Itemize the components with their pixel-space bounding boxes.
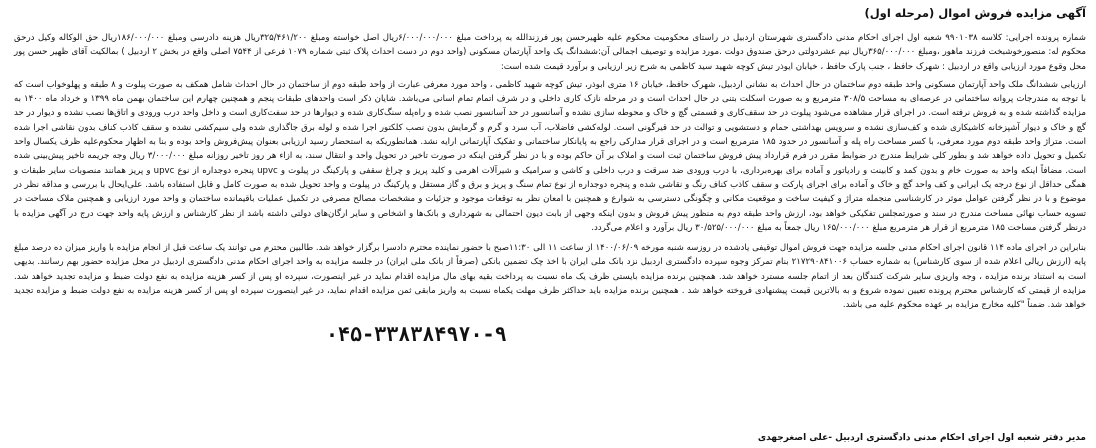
contact-phone: ۰۴۵-۳۳۸۳۸۴۹۷۰-۹: [326, 321, 507, 346]
property-appraisal-paragraph: ارزیابی ششدانگ ملک واحد آپارتمان مسکونی واحد طبقه دوم ساختمان در حال احداث به نشانی اردبیل، شهرک حافظ، خیابان ۱۶ متری ابوذر، تیش کوچه شهید کاظمی ، واحد مورد معرفی عبارت از واحد طبقه دوم از ساختمان در حال احداث شامل همکف به صورت پیلوت و ۸ طبقه و پهلوخواب است که با توجه به مندرجات پروانه ساختمانی در عرصه‌ای به مساحت ۳۰۸/۵ مترمربع و به صورت اسکلت بتنی در حال احداث است و در مرحله نازک کاری داخلی و در شرف اتمام تمام اسانی می‌باشد. شایان ذکر است واحدهای طبقات پنجم و همچنین چهارم این ساختمان بهمن ماه ۱۳۹۹ و خرداد ماه ۱۴۰۰ به مزایده گذاشته شده و به فروش نرفته است. در اجرای قرار مشاهده می‌شود پیلوت در حد سقف‌کاری و قسمتی گچ و خاک و محوطه سازی نشده و آسانسور در حد آسانسور نصب شده و راه‌پله سنگ‌کاری شده و دیوارها در حد سفت‌کاری است و داخل واحد درب ورودی و اتاق‌ها نصب نشده و دیوار در حد گچ و خاک و دیوار آشپزخانه کاشیکاری شده و کف‌سازی نشده و سرویس بهداشتی حمام و دستشویی و توالت در حد قیرگونی است. لوله‌کشی فاضلاب، آب سرد و گرم و گرمایش بدون نصب کلکتور اجرا شده و لوله برق جاگذاری شده ولی سیم‌کشی نشده و سقف کاذب کناف بدون نقاشی اجرا شده است. متراژ واحد طبقه دوم مورد معرفی، با کسر مساحت راه پله و آسانسور در حدود ۱۸۵ مترمربع است و در اجرای قرار مدارکی راجع به پایانکار ساختمانی و تفکیک آپارتمانی ارایه نشد. همانطوریکه به استحضار رسید ارزیابی بعنوان پیش‌فروش واحد بوده و بنا به اظهار محکوم‌علیه ظرف یکسال واحد تکمیل و تحویل داده خواهد شد و بطور کلی شرایط مندرج در ضوابط مقرر در فرم قرارداد پیش فروش ساختمان ثبت است و املاک بر آن حاکم بوده و با در نظر گرفتن اینکه در صورت تاخیر در تحویل واحد و انتقال سند، به ازاء هر روز تاخیر روزانه مبلغ ۳/۰۰۰/۰۰۰ ریال وجه جریمه تاخیر پیش‌بینی شده است. مضافاً اینکه واحد به صورت خام و بدون کمد و کابینت و رادیاتور و آماده برای بهره‌برداری، با درب ورودی ضد سرقت و درب داخلی و کاشی و سرامیک و شیرآلات اهرمی و کلید پریز و چراغ سقفی و پارکینگ در پیلوت و upvc پنجره دوجداره از نوع upvc و پریز همانند منصوبات سایر طبقات و همگی حداقل از نوع درجه یک ایرانی و کف واحد گچ و خاک و آماده برای اجرای پارکت و سقف کاذب کناف رنگ و نقاشی شده و پنجره دوجداره از نوع تمام سنگ و پریز و برق و گاز مستقل و پارکینگ در پیلوت و واحد تحویل شده به صورت کامل و قابل استفاده باشد. علی‌ایحال با بررسی و مداقه نظر در موضوع و با در نظر گرفتن عوامل موثر در کارشناسی منجمله متراژ و کیفیت ساخت و موقعیت مکانی و چگونگی دسترسی به شوارع و همچنین با امعان نظر به توقعات موجود و جزئیات و مشخصات مصالح مصرفی در تکمیل عملیات باقیمانده ساختمان و واحد مورد ارزیابی و همچنین ملاک مساحت در تسویه حساب نهائی مساحت مندرج در سند و صورتمجلس تفکیکی خواهد بود، ارزش واحد طبقه دوم به منظور پیش فروش و بدون اینکه وجهی از بابت دیون احتمالی به شهرداری و بانک‌ها و اشخاص و سایر ارگان‌های دولتی داشته باشد از نظر کارشناس و ارزش پایه واحد جهت درج در آگهی مزایده با درنظر گرفتن مساحت ۱۸۵ مترمربع از قرار هر مترمربع مبلغ ۱۶۵/۰۰۰/۰۰۰ ریال جمعاً به مبلغ ۳۰/۵۲۵/۰۰۰/۰۰۰ ریال برآورد و اعلام می‌گردد.: [14, 79, 1087, 233]
notice-title: آگهی مزایده فروش اموال (مرحله اول): [864, 6, 1086, 20]
signature-line: مدیر دفتر شعبه اول اجرای احکام مدنی دادگستری اردبیل -علی اصغرجهدی: [757, 433, 1086, 443]
case-intro-paragraph: شماره پرونده اجرایی: کلاسه ۹۹۰۱۰۳۸ شعبه اول اجرای احکام مدنی دادگستری شهرستان اردبیل در راستای محکومیت محکوم علیه ظهیرحسن پور فرزندالله به پرداخت مبلغ ۶/۰۰۰/۰۰۰/۰۰۰ریال اصل خواسته ومبلغ ۳۲۵/۴۶۱/۲۰۰ریال هزینه دادرسی ومبلغ ۱۸۶/۰۰۰/۰۰۰ریال حق الوکاله وکیل درحق محکوم له: منصورخوشبخت فرزند ماهور ،ومبلغ ۳۶۵/۰۰۰/۰۰۰ریال نیم عشردولتی درحق صندوق دولت .مورد مزایده و توصیف اجمالی آن:ششدانگ یک واحد آپارتمان مسکونی (واحد دوم در دست احداث پلاک ثبتی شماره ۱۰۷۹ فرعی از ۷۵۴۴ اصلی واقع در بخش ۲ اردبیل ) بمالکیت آقای ظهیر حسن پور محل وقوع مورد ارزیابی واقع در اردبیل : شهرک حافظ ، جنب پارک حافظ ، خیابان ایوذر تیش کوچه شهید سید کاظمی به شرح زیر ارزیابی و برآورد قیمت شده است:: [14, 33, 1087, 72]
auction-terms-paragraph: بنابراین در اجرای ماده ۱۱۴ قانون اجرای احکام مدنی جلسه مزایده جهت فروش اموال توقیفی یادشده در روزسه شنبه مورخه ۱۴۰۰/۰۶/۰۹ از ساعت ۱۱ الی ۱۱:۳۰صبح با حضور نماینده محترم دادسرا برگزار خواهد شد. طالبین محترم می توانند یک ساعت قبل از انجام مزایده با واریز میزان ده درصد مبلغ پایه (ارزش ریالی اعلام شده از سوی کارشناس) به شماره حساب ۲۱۷۲۹۰۸۴۱۰۰۶ بنام تمرکز وجوه سپرده دادگستری اردبیل نزد بانک ملی ایران با اخذ چک تضمین بانکی (صرفاً از بانک ملی ایران) در جلسه مزایده به واحد اجرای احکام مدنی دادگستری اردبیل در محل مزایده حضور بهم رسانند. بدیهی است به استناد برنده مزایده ، وجه واریزی سایر شرکت کنندگان بعد از اتمام جلسه مسترد خواهد شد. همچنین برنده مزایده بایستی ظرف یک ماه نسبت به پرداخت بقیه بهای مال مزایده اقدام نماید در غیر اینصورت، سپرده او پس از کسر هزینه مزایده به نفع دولت ضبط و مزایده تجدید خواهد شد. مزایده از قیمتی که کارشناس محترم پرونده تعیین نموده شروع و به بالاترین قیمت پیشنهادی فروخته خواهد شد . همچنین برنده مزایده باید حداکثر ظرف مهلت یکماه نسبت به واریز مابقی ثمن مزایده اقدام نماید، در غیر اینصورت سپرده او پس از کسر هزینه مزایده به نفع دولت ضبط و مزایده تجدید خواهد شد. ضمناً "کلیه مخارج مزایده بر عهده محکوم علیه می باشد.: [14, 243, 1086, 311]
